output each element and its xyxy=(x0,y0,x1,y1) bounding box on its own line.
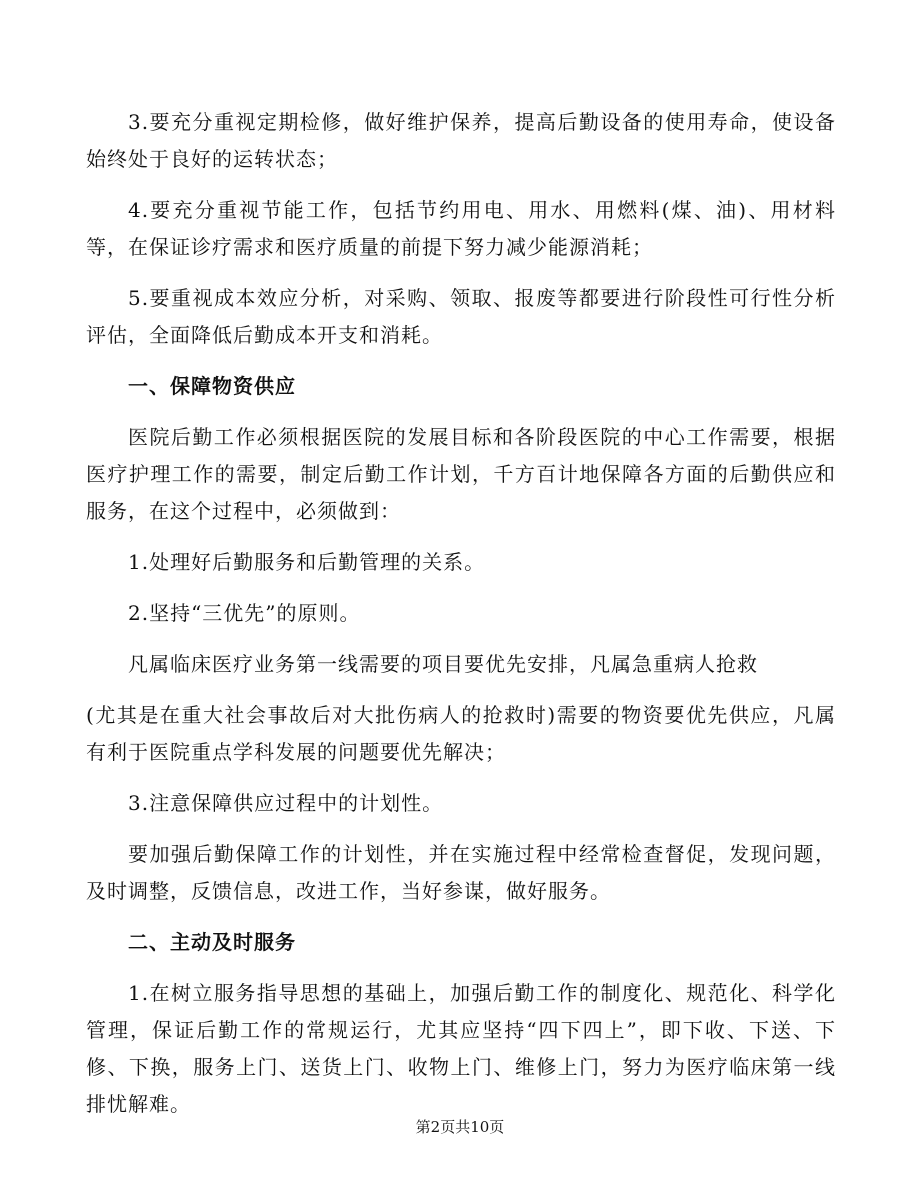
page-footer: 第2页共10页 xyxy=(415,1118,505,1136)
paragraph-item-3: 3.要充分重视定期检修，做好维护保养，提高后勤设备的使用寿命，使设备始终处于良好的运转状态； xyxy=(86,110,836,171)
paragraph-item-5: 5.要重视成本效应分析，对采购、领取、报废等都要进行阶段性可行性分析评估，全面降低后勤成本开支和消耗。 xyxy=(86,286,836,347)
paragraph-supply-3: 3.注意保障供应过程中的计划性。 xyxy=(128,791,444,815)
paragraph-supply-2: 2.坚持“三优先”的原则。 xyxy=(128,601,361,625)
paragraph-item-4: 4.要充分重视节能工作，包括节约用电、用水、用燃料(煤、油)、用材料等，在保证诊疗需求和医疗质量的前提下努力减少能源消耗； xyxy=(86,198,836,259)
section-heading-service: 二、主动及时服务 xyxy=(128,930,296,954)
paragraph-planning: 要加强后勤保障工作的计划性，并在实施过程中经常检查督促，发现问题，及时调整，反馈信息，改进工作，当好参谋，做好服务。 xyxy=(86,842,836,903)
document-body xyxy=(86,104,836,1137)
paragraph-priority-detail: (尤其是在重大社会事故后对大批伤病人的抢救时)需要的物资要优先供应，凡属有利于医院重点学科发展的问题要优先解决； xyxy=(86,703,836,764)
paragraph-priority-line: 凡属临床医疗业务第一线需要的项目要优先安排，凡属急重病人抢救 xyxy=(128,652,758,676)
paragraph-supply-1: 1.处理好后勤服务和后勤管理的关系。 xyxy=(128,550,486,574)
paragraph-supply-intro: 医院后勤工作必须根据医院的发展目标和各阶段医院的中心工作需要，根据医疗护理工作的需要，制定后勤工作计划，千方百计地保障各方面的后勤供应和服务，在这个过程中，必须做到： xyxy=(86,425,836,523)
paragraph-service-1: 1.在树立服务指导思想的基础上，加强后勤工作的制度化、规范化、科学化管理，保证后勤工作的常规运行，尤其应坚持“四下四上”，即下收、下送、下修、下换，服务上门、送货上门、收物上门、维修上门，努力为医疗临床第一线排忧解难。 xyxy=(86,981,836,1116)
section-heading-supply: 一、保障物资供应 xyxy=(128,374,296,398)
